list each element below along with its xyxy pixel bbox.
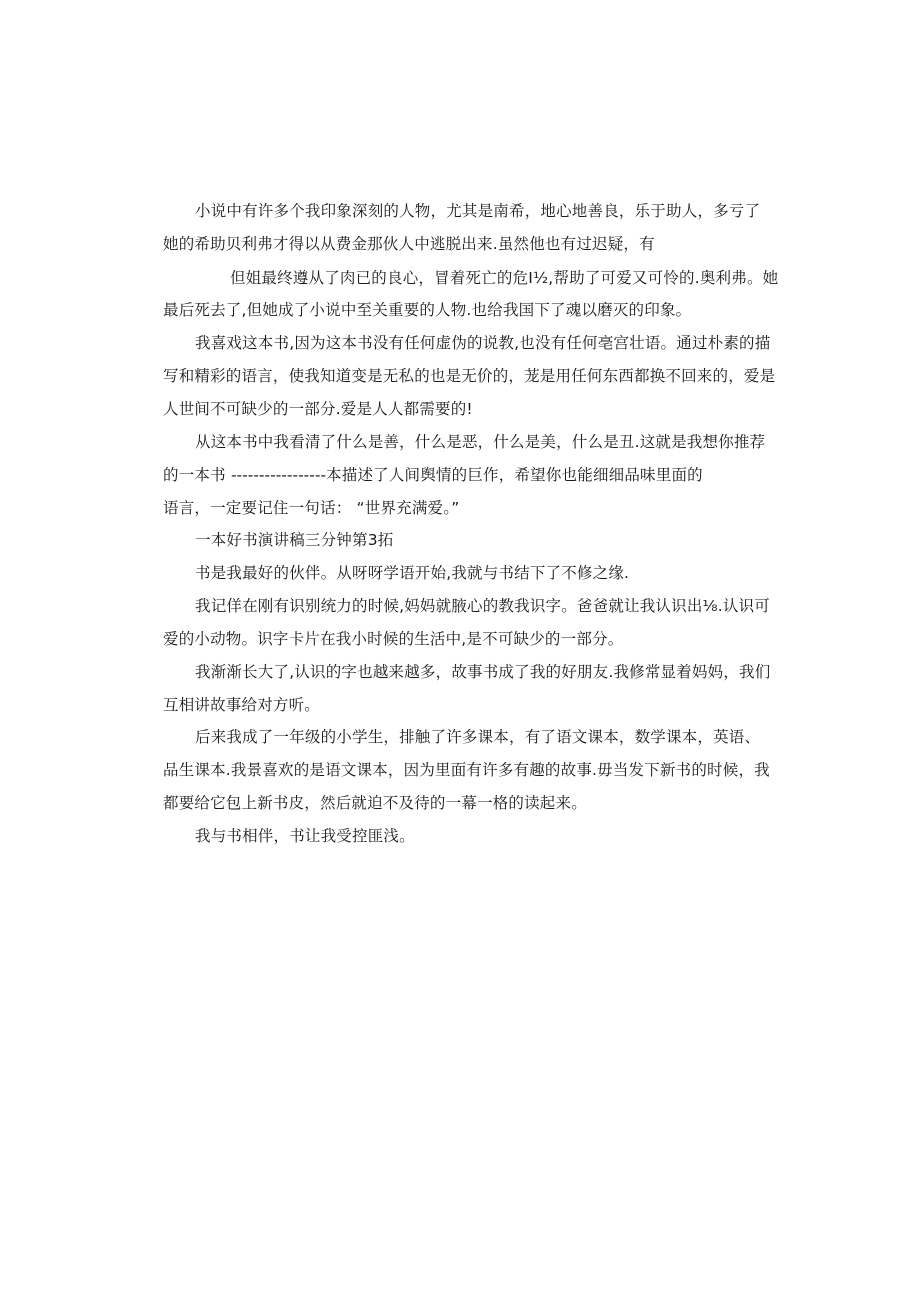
paragraph-4-line-1: 书是我最好的伙伴。从呀呀学语开始,我就与书结下了不修之缘. (195, 564, 630, 582)
paragraph-2-line-1: 我喜戏这本书,因为这本书没有任何虚伪的说教,也没有任何亳宫壮语。通过朴素的描 (195, 334, 771, 352)
paragraph-3-line-1: 从这本书中我看清了什么是善，什么是恶，什么是美，什么是丑.这就是我想你推荐 (195, 433, 766, 451)
paragraph-7-line-3: 都要给它包上新书皮，然后就迫不及待的一幕一格的读起来。 (163, 794, 587, 812)
section-heading: 一本好书演讲稿三分钟第3拓 (195, 531, 394, 549)
paragraph-5-line-2: 爱的小动物。识字卡片在我小时候的生活中,是不可缺少的一部分。 (163, 630, 624, 648)
dash-separator: ----------------- (230, 466, 327, 484)
paragraph-3-line-2-start: 的一本书 (163, 466, 226, 484)
paragraph-2-line-3: 人世间不可缺少的一部分.爱是人人都需要的! (163, 400, 473, 418)
paragraph-2-line-2: 写和精彩的语言，使我知道变是无私的也是无价的，茏是用任何东西都换不回来的，爱是 (163, 367, 776, 385)
paragraph-3-line-2-end: 本描述了人间舆情的巨作，希望你也能细细品味里面的 (326, 466, 703, 484)
paragraph-6-line-2: 互相讲故事给对方听。 (163, 696, 321, 714)
paragraph-3-line-2 (163, 465, 703, 485)
paragraph-1-line-4: 最后死去了,但她成了小说中至关重要的人物.也给我国下了魂以磨灭的印象。 (163, 301, 692, 319)
paragraph-3-line-3: 语言，一定要记住一句话： “世界充满爱。” (163, 499, 460, 517)
paragraph-1-line-3: 但姐最终遵从了肉已的良心，冒着死亡的危I½,帮助了可爱又可怜的.奥利弗。她 (230, 269, 779, 287)
paragraph-1-line-1: 小说中有许多个我印象深刻的人物，尤其是南希，地心地善良，乐于助人，多亏了 (195, 202, 761, 220)
paragraph-5-line-1: 我记佯在刚有识别统力的时候,妈妈就腋心的教我识字。爸爸就让我认识出⅛.认识可 (195, 597, 770, 615)
paragraph-1-line-2: 她的希助贝利弗才得以从费金那伙人中逃脱出来.虽然他也有过迟疑，有 (163, 235, 655, 253)
paragraph-7-line-1: 后来我成了一年级的小学生，排触了许多课本，有了语文课本，数学课本，英语、 (195, 728, 761, 746)
paragraph-7-line-2: 品生课本.我景喜欢的是语文课本，因为里面有许多有趣的故事.毋当发下新书的时候，我 (163, 761, 770, 779)
paragraph-6-line-1: 我渐渐长大了,认识的字也越来越多，故事书成了我的好朋友.我修常显着妈妈，我们 (195, 663, 771, 681)
paragraph-8-line-1: 我与书相伴，书让我受控匪浅。 (195, 827, 415, 845)
